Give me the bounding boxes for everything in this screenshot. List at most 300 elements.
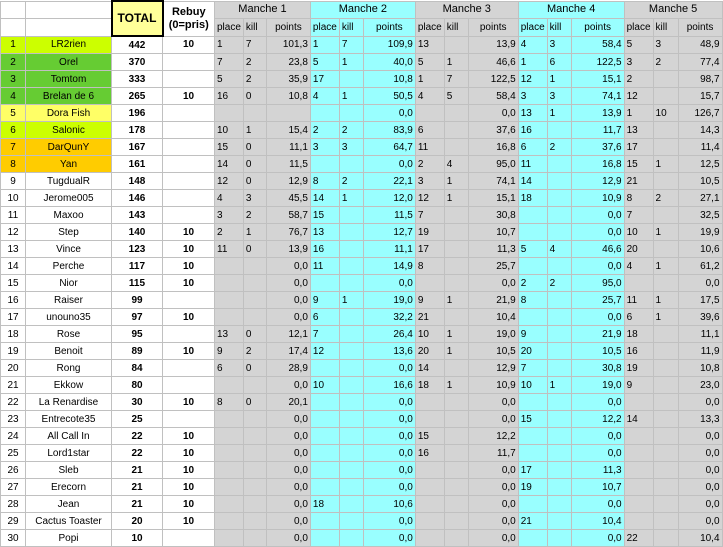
rank-cell[interactable]: 16 <box>1 292 26 309</box>
kill-cell[interactable]: 1 <box>444 326 468 343</box>
points-cell[interactable]: 17,4 <box>266 343 310 360</box>
place-cell[interactable] <box>415 394 444 411</box>
points-cell[interactable]: 0,0 <box>678 496 722 513</box>
points-cell[interactable]: 0,0 <box>678 445 722 462</box>
place-cell[interactable] <box>415 411 444 428</box>
kill-cell[interactable] <box>653 360 678 377</box>
place-cell[interactable] <box>310 428 339 445</box>
total-cell[interactable]: 161 <box>112 156 163 173</box>
place-cell[interactable]: 21 <box>518 513 547 530</box>
rank-cell[interactable]: 3 <box>1 71 26 88</box>
points-cell[interactable]: 0,0 <box>266 530 310 547</box>
rank-cell[interactable]: 27 <box>1 479 26 496</box>
player-name-cell[interactable]: Rose <box>26 326 112 343</box>
points-cell[interactable]: 0,0 <box>468 105 518 122</box>
place-cell[interactable]: 8 <box>310 173 339 190</box>
kill-cell[interactable] <box>339 105 363 122</box>
points-cell[interactable]: 0,0 <box>571 530 624 547</box>
rank-cell[interactable]: 4 <box>1 88 26 105</box>
place-cell[interactable] <box>310 105 339 122</box>
kill-cell[interactable] <box>243 105 266 122</box>
points-cell[interactable]: 0,0 <box>571 207 624 224</box>
kill-cell[interactable] <box>339 360 363 377</box>
points-cell[interactable]: 37,6 <box>468 122 518 139</box>
points-cell[interactable]: 10,7 <box>468 224 518 241</box>
points-cell[interactable]: 12,5 <box>678 156 722 173</box>
place-cell[interactable]: 20 <box>518 343 547 360</box>
place-cell[interactable] <box>518 496 547 513</box>
kill-cell[interactable] <box>653 275 678 292</box>
place-cell[interactable]: 20 <box>624 241 653 258</box>
rank-cell[interactable]: 11 <box>1 207 26 224</box>
rank-cell[interactable]: 12 <box>1 224 26 241</box>
points-cell[interactable]: 0,0 <box>363 445 415 462</box>
points-cell[interactable]: 74,1 <box>571 88 624 105</box>
sub-header-place[interactable]: place <box>310 18 339 36</box>
points-cell[interactable]: 0,0 <box>363 105 415 122</box>
kill-cell[interactable] <box>547 190 571 207</box>
kill-cell[interactable] <box>547 496 571 513</box>
points-cell[interactable]: 122,5 <box>571 54 624 71</box>
points-cell[interactable]: 10,6 <box>363 496 415 513</box>
points-cell[interactable]: 14,3 <box>678 122 722 139</box>
player-name-cell[interactable]: All Call In <box>26 428 112 445</box>
points-cell[interactable]: 0,0 <box>571 224 624 241</box>
rebuy-cell[interactable] <box>163 190 215 207</box>
kill-cell[interactable] <box>339 479 363 496</box>
points-cell[interactable]: 0,0 <box>266 462 310 479</box>
kill-cell[interactable] <box>339 156 363 173</box>
place-cell[interactable]: 9 <box>518 326 547 343</box>
points-cell[interactable]: 23,8 <box>266 54 310 71</box>
player-name-cell[interactable]: Yan <box>26 156 112 173</box>
place-cell[interactable]: 22 <box>624 530 653 547</box>
points-cell[interactable]: 0,0 <box>571 394 624 411</box>
place-cell[interactable]: 7 <box>624 207 653 224</box>
manche-1-header[interactable]: Manche 1 <box>215 1 311 18</box>
points-cell[interactable]: 28,9 <box>266 360 310 377</box>
kill-cell[interactable] <box>339 496 363 513</box>
player-name-cell[interactable]: Jerome005 <box>26 190 112 207</box>
total-cell[interactable]: 21 <box>112 479 163 496</box>
points-cell[interactable]: 15,1 <box>571 71 624 88</box>
kill-cell[interactable]: 0 <box>243 241 266 258</box>
kill-cell[interactable] <box>547 479 571 496</box>
sub-header-points[interactable]: points <box>571 18 624 36</box>
kill-cell[interactable] <box>653 122 678 139</box>
points-cell[interactable]: 46,6 <box>468 54 518 71</box>
kill-cell[interactable]: 5 <box>444 88 468 105</box>
points-cell[interactable]: 0,0 <box>468 394 518 411</box>
rebuy-cell[interactable]: 10 <box>163 343 215 360</box>
place-cell[interactable]: 13 <box>518 105 547 122</box>
place-cell[interactable]: 4 <box>518 36 547 54</box>
total-cell[interactable]: 99 <box>112 292 163 309</box>
rank-cell[interactable]: 9 <box>1 173 26 190</box>
points-cell[interactable]: 0,0 <box>468 462 518 479</box>
points-cell[interactable]: 20,1 <box>266 394 310 411</box>
total-cell[interactable]: 442 <box>112 36 163 54</box>
manche-4-header[interactable]: Manche 4 <box>518 1 624 18</box>
points-cell[interactable]: 0,0 <box>571 496 624 513</box>
place-cell[interactable] <box>624 445 653 462</box>
rebuy-cell[interactable] <box>163 139 215 156</box>
place-cell[interactable] <box>415 496 444 513</box>
player-name-cell[interactable]: Rong <box>26 360 112 377</box>
kill-cell[interactable] <box>653 241 678 258</box>
place-cell[interactable] <box>310 462 339 479</box>
points-cell[interactable]: 101,3 <box>266 36 310 54</box>
place-cell[interactable]: 7 <box>310 326 339 343</box>
total-cell[interactable]: 21 <box>112 462 163 479</box>
points-cell[interactable]: 0,0 <box>266 411 310 428</box>
rebuy-cell[interactable]: 10 <box>163 428 215 445</box>
points-cell[interactable]: 12,9 <box>468 360 518 377</box>
total-cell[interactable]: 146 <box>112 190 163 207</box>
points-cell[interactable]: 11,5 <box>363 207 415 224</box>
place-cell[interactable]: 15 <box>215 139 244 156</box>
points-cell[interactable]: 0,0 <box>363 275 415 292</box>
place-cell[interactable]: 3 <box>215 207 244 224</box>
points-cell[interactable]: 0,0 <box>266 377 310 394</box>
kill-cell[interactable] <box>339 428 363 445</box>
points-cell[interactable]: 11,4 <box>678 139 722 156</box>
rebuy-cell[interactable]: 10 <box>163 309 215 326</box>
kill-cell[interactable]: 0 <box>243 173 266 190</box>
place-cell[interactable] <box>310 360 339 377</box>
place-cell[interactable] <box>310 513 339 530</box>
points-cell[interactable]: 95,0 <box>468 156 518 173</box>
player-name-cell[interactable]: Nior <box>26 275 112 292</box>
rank-cell[interactable]: 5 <box>1 105 26 122</box>
points-cell[interactable]: 0,0 <box>571 258 624 275</box>
kill-cell[interactable]: 0 <box>243 88 266 105</box>
place-cell[interactable]: 2 <box>518 275 547 292</box>
kill-cell[interactable] <box>243 428 266 445</box>
player-name-cell[interactable]: Perche <box>26 258 112 275</box>
kill-cell[interactable] <box>653 462 678 479</box>
total-cell[interactable]: 123 <box>112 241 163 258</box>
place-cell[interactable]: 14 <box>310 190 339 207</box>
kill-cell[interactable] <box>243 411 266 428</box>
place-cell[interactable]: 17 <box>518 462 547 479</box>
points-cell[interactable]: 11,1 <box>363 241 415 258</box>
points-cell[interactable]: 32,2 <box>363 309 415 326</box>
points-cell[interactable]: 0,0 <box>363 513 415 530</box>
rank-cell[interactable]: 23 <box>1 411 26 428</box>
points-cell[interactable]: 46,6 <box>571 241 624 258</box>
total-cell[interactable]: 89 <box>112 343 163 360</box>
place-cell[interactable] <box>215 496 244 513</box>
points-cell[interactable]: 19,9 <box>678 224 722 241</box>
points-cell[interactable]: 13,3 <box>678 411 722 428</box>
points-cell[interactable]: 10,5 <box>678 173 722 190</box>
kill-cell[interactable] <box>444 258 468 275</box>
kill-cell[interactable]: 1 <box>547 71 571 88</box>
place-cell[interactable] <box>310 156 339 173</box>
kill-cell[interactable] <box>547 207 571 224</box>
manche-3-header[interactable]: Manche 3 <box>415 1 518 18</box>
sub-header-kill[interactable]: kill <box>243 18 266 36</box>
place-cell[interactable]: 18 <box>415 377 444 394</box>
place-cell[interactable] <box>415 513 444 530</box>
place-cell[interactable] <box>215 105 244 122</box>
points-cell[interactable]: 109,9 <box>363 36 415 54</box>
place-cell[interactable]: 5 <box>624 36 653 54</box>
kill-cell[interactable] <box>547 343 571 360</box>
place-cell[interactable] <box>415 479 444 496</box>
corner-cell[interactable] <box>26 1 112 18</box>
place-cell[interactable]: 16 <box>415 445 444 462</box>
points-cell[interactable]: 10,6 <box>678 241 722 258</box>
place-cell[interactable] <box>215 479 244 496</box>
points-cell[interactable]: 12,9 <box>571 173 624 190</box>
kill-cell[interactable] <box>339 309 363 326</box>
kill-cell[interactable] <box>444 428 468 445</box>
kill-cell[interactable]: 1 <box>653 258 678 275</box>
kill-cell[interactable] <box>444 139 468 156</box>
rebuy-cell[interactable]: 10 <box>163 462 215 479</box>
rebuy-cell[interactable] <box>163 207 215 224</box>
total-cell[interactable]: 265 <box>112 88 163 105</box>
rank-cell[interactable]: 21 <box>1 377 26 394</box>
place-cell[interactable]: 3 <box>624 54 653 71</box>
points-cell[interactable]: 0,0 <box>363 156 415 173</box>
kill-cell[interactable] <box>243 292 266 309</box>
kill-cell[interactable] <box>653 411 678 428</box>
manche-2-header[interactable]: Manche 2 <box>310 1 415 18</box>
place-cell[interactable] <box>215 513 244 530</box>
sub-header-kill[interactable]: kill <box>547 18 571 36</box>
place-cell[interactable] <box>310 411 339 428</box>
place-cell[interactable]: 9 <box>215 343 244 360</box>
place-cell[interactable]: 8 <box>415 258 444 275</box>
kill-cell[interactable]: 2 <box>243 71 266 88</box>
points-cell[interactable]: 0,0 <box>363 394 415 411</box>
place-cell[interactable]: 18 <box>310 496 339 513</box>
place-cell[interactable] <box>215 309 244 326</box>
place-cell[interactable] <box>215 292 244 309</box>
sub-header-kill[interactable]: kill <box>339 18 363 36</box>
place-cell[interactable]: 5 <box>518 241 547 258</box>
kill-cell[interactable] <box>547 428 571 445</box>
points-cell[interactable]: 14,9 <box>363 258 415 275</box>
place-cell[interactable]: 13 <box>310 224 339 241</box>
kill-cell[interactable] <box>653 428 678 445</box>
place-cell[interactable]: 3 <box>415 173 444 190</box>
kill-cell[interactable]: 3 <box>547 88 571 105</box>
kill-cell[interactable] <box>653 88 678 105</box>
place-cell[interactable] <box>518 207 547 224</box>
kill-cell[interactable] <box>243 462 266 479</box>
kill-cell[interactable]: 1 <box>444 190 468 207</box>
player-name-cell[interactable]: Raiser <box>26 292 112 309</box>
kill-cell[interactable]: 2 <box>243 54 266 71</box>
kill-cell[interactable] <box>339 411 363 428</box>
kill-cell[interactable] <box>653 326 678 343</box>
place-cell[interactable] <box>624 496 653 513</box>
points-cell[interactable]: 76,7 <box>266 224 310 241</box>
kill-cell[interactable] <box>444 445 468 462</box>
kill-cell[interactable] <box>444 479 468 496</box>
points-cell[interactable]: 25,7 <box>468 258 518 275</box>
place-cell[interactable]: 6 <box>310 309 339 326</box>
place-cell[interactable] <box>518 394 547 411</box>
rank-cell[interactable]: 6 <box>1 122 26 139</box>
kill-cell[interactable]: 3 <box>547 36 571 54</box>
kill-cell[interactable]: 1 <box>444 343 468 360</box>
points-cell[interactable]: 0,0 <box>266 513 310 530</box>
player-name-cell[interactable]: Lord1star <box>26 445 112 462</box>
total-cell[interactable]: 25 <box>112 411 163 428</box>
rebuy-cell[interactable] <box>163 122 215 139</box>
kill-cell[interactable] <box>243 496 266 513</box>
place-cell[interactable]: 5 <box>310 54 339 71</box>
kill-cell[interactable] <box>243 479 266 496</box>
kill-cell[interactable] <box>339 513 363 530</box>
points-cell[interactable]: 10,9 <box>571 190 624 207</box>
kill-cell[interactable]: 4 <box>547 241 571 258</box>
kill-cell[interactable] <box>547 224 571 241</box>
total-cell[interactable]: 10 <box>112 530 163 547</box>
corner-cell[interactable] <box>1 1 26 18</box>
kill-cell[interactable] <box>444 224 468 241</box>
points-cell[interactable]: 13,9 <box>571 105 624 122</box>
kill-cell[interactable]: 2 <box>653 190 678 207</box>
kill-cell[interactable]: 1 <box>444 377 468 394</box>
kill-cell[interactable] <box>444 394 468 411</box>
points-cell[interactable]: 0,0 <box>571 445 624 462</box>
place-cell[interactable] <box>624 479 653 496</box>
place-cell[interactable] <box>310 394 339 411</box>
place-cell[interactable]: 1 <box>310 36 339 54</box>
place-cell[interactable]: 1 <box>215 36 244 54</box>
place-cell[interactable] <box>215 411 244 428</box>
rank-cell[interactable]: 2 <box>1 54 26 71</box>
kill-cell[interactable] <box>653 377 678 394</box>
place-cell[interactable]: 12 <box>415 190 444 207</box>
points-cell[interactable]: 13,9 <box>266 241 310 258</box>
points-cell[interactable]: 12,0 <box>363 190 415 207</box>
rebuy-cell[interactable]: 10 <box>163 513 215 530</box>
sub-header-points[interactable]: points <box>266 18 310 36</box>
place-cell[interactable]: 4 <box>624 258 653 275</box>
rank-cell[interactable]: 20 <box>1 360 26 377</box>
rebuy-cell[interactable]: 10 <box>163 275 215 292</box>
rebuy-cell[interactable] <box>163 377 215 394</box>
rebuy-cell[interactable]: 10 <box>163 224 215 241</box>
place-cell[interactable]: 12 <box>518 71 547 88</box>
place-cell[interactable]: 7 <box>215 54 244 71</box>
kill-cell[interactable] <box>339 258 363 275</box>
rank-cell[interactable]: 22 <box>1 394 26 411</box>
place-cell[interactable]: 12 <box>624 88 653 105</box>
total-cell[interactable]: 97 <box>112 309 163 326</box>
total-cell[interactable]: 95 <box>112 326 163 343</box>
place-cell[interactable] <box>215 258 244 275</box>
points-cell[interactable]: 0,0 <box>363 462 415 479</box>
total-cell[interactable]: 140 <box>112 224 163 241</box>
place-cell[interactable]: 4 <box>215 190 244 207</box>
kill-cell[interactable] <box>444 241 468 258</box>
place-cell[interactable] <box>415 462 444 479</box>
rebuy-cell[interactable] <box>163 360 215 377</box>
points-cell[interactable]: 0,0 <box>468 411 518 428</box>
points-cell[interactable]: 0,0 <box>363 428 415 445</box>
points-cell[interactable]: 22,1 <box>363 173 415 190</box>
place-cell[interactable]: 20 <box>415 343 444 360</box>
rank-cell[interactable]: 15 <box>1 275 26 292</box>
kill-cell[interactable] <box>243 530 266 547</box>
place-cell[interactable]: 1 <box>518 54 547 71</box>
points-cell[interactable]: 0,0 <box>468 513 518 530</box>
points-cell[interactable]: 27,1 <box>678 190 722 207</box>
place-cell[interactable]: 2 <box>310 122 339 139</box>
kill-cell[interactable] <box>547 122 571 139</box>
kill-cell[interactable] <box>339 241 363 258</box>
kill-cell[interactable] <box>444 275 468 292</box>
points-cell[interactable]: 0,0 <box>363 479 415 496</box>
place-cell[interactable]: 7 <box>518 360 547 377</box>
place-cell[interactable]: 11 <box>415 139 444 156</box>
place-cell[interactable]: 2 <box>624 71 653 88</box>
kill-cell[interactable]: 0 <box>243 360 266 377</box>
points-cell[interactable]: 26,4 <box>363 326 415 343</box>
place-cell[interactable] <box>310 275 339 292</box>
player-name-cell[interactable]: Step <box>26 224 112 241</box>
place-cell[interactable] <box>415 275 444 292</box>
points-cell[interactable]: 98,7 <box>678 71 722 88</box>
player-name-cell[interactable]: Orel <box>26 54 112 71</box>
kill-cell[interactable]: 2 <box>547 139 571 156</box>
sub-header-place[interactable]: place <box>624 18 653 36</box>
place-cell[interactable] <box>518 445 547 462</box>
place-cell[interactable]: 13 <box>215 326 244 343</box>
place-cell[interactable]: 21 <box>624 173 653 190</box>
place-cell[interactable] <box>415 530 444 547</box>
kill-cell[interactable] <box>243 309 266 326</box>
points-cell[interactable]: 32,5 <box>678 207 722 224</box>
player-name-cell[interactable]: Tomtom <box>26 71 112 88</box>
points-cell[interactable]: 11,7 <box>468 445 518 462</box>
rebuy-cell[interactable] <box>163 292 215 309</box>
rank-cell[interactable]: 13 <box>1 241 26 258</box>
place-cell[interactable]: 19 <box>624 360 653 377</box>
total-cell[interactable]: 117 <box>112 258 163 275</box>
player-name-cell[interactable]: Ekkow <box>26 377 112 394</box>
kill-cell[interactable] <box>243 275 266 292</box>
place-cell[interactable] <box>310 479 339 496</box>
rebuy-cell[interactable]: 10 <box>163 36 215 54</box>
points-cell[interactable]: 122,5 <box>468 71 518 88</box>
player-name-cell[interactable]: TugdualR <box>26 173 112 190</box>
total-header[interactable]: TOTAL <box>112 1 163 36</box>
place-cell[interactable]: 14 <box>518 173 547 190</box>
points-cell[interactable]: 0,0 <box>468 275 518 292</box>
kill-cell[interactable] <box>653 479 678 496</box>
player-name-cell[interactable]: Erecorn <box>26 479 112 496</box>
place-cell[interactable]: 12 <box>310 343 339 360</box>
sub-header-points[interactable]: points <box>363 18 415 36</box>
kill-cell[interactable] <box>444 360 468 377</box>
place-cell[interactable]: 11 <box>215 241 244 258</box>
place-cell[interactable]: 4 <box>310 88 339 105</box>
player-name-cell[interactable]: Salonic <box>26 122 112 139</box>
player-name-cell[interactable]: Benoit <box>26 343 112 360</box>
points-cell[interactable]: 0,0 <box>266 275 310 292</box>
points-cell[interactable]: 16,8 <box>571 156 624 173</box>
place-cell[interactable] <box>415 105 444 122</box>
